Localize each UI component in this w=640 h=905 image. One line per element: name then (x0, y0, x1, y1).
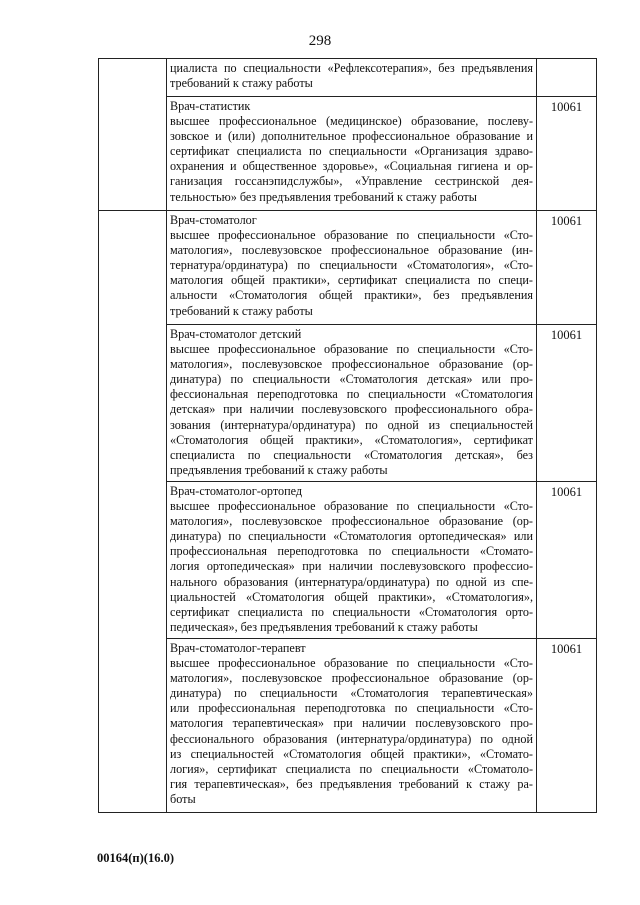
table-row (99, 59, 597, 97)
description-cell (167, 638, 537, 812)
code-value: 10061 (550, 484, 583, 499)
text-line: зования (интернатура/ординатура) по одной из специальностей (170, 417, 533, 432)
text-line: сертификат специалиста по специальности «Стоматология орто- (170, 604, 533, 619)
text-line: специалиста по специальности «Стоматология детская», без (170, 447, 533, 462)
qualification-table (98, 58, 597, 813)
code-cell (537, 59, 597, 97)
text-line: сертификат специалиста по специальности «Организация здраво- (170, 144, 533, 159)
text-line: фессиональная переподготовка по специальности «Стоматология (170, 387, 533, 402)
text-line: ганизация госсанэпидслужбы», «Управление сестринской дея- (170, 174, 533, 189)
text-line: или профессиональная переподготовка по специальности «Сто- (170, 701, 533, 716)
position-title: Врач-статистик (170, 99, 251, 113)
text-line: педическая», без предъявления требований к стажу работы (170, 619, 478, 634)
text-line: логия ортопедическая» при наличии послевузовского профессио- (170, 559, 533, 574)
text-line: логия», сертификат специалиста по специальности «Стоматоло- (170, 761, 533, 776)
table-row (99, 481, 597, 638)
text-line: охранения и общественное здоровье», «Социальная гигиена и ор- (170, 159, 533, 174)
description-cell (167, 59, 537, 97)
code-value: 10061 (550, 100, 583, 114)
description-cell (167, 481, 537, 638)
text-line: профессиональная переподготовка по специальности «Стомато- (170, 544, 533, 559)
text-line: высшее профессиональное образование по специальности «Сто- (170, 656, 533, 671)
position-title: Врач-стоматолог-терапевт (170, 640, 306, 655)
description-cell (167, 325, 537, 482)
position-title: Врач-стоматолог (170, 213, 257, 227)
text-line: циальностей «Стоматология общей практики», «Стоматология», (170, 589, 533, 604)
text-line: требований к стажу работы (170, 76, 313, 91)
text-line: зовское и (или) дополнительное профессиональное образование и (170, 129, 533, 144)
table-row (99, 97, 597, 211)
text-line: матология общей практики», сертификат специалиста по специ- (170, 273, 533, 288)
text-line: высшее профессиональное (медицинское) образование, послеву- (170, 114, 533, 129)
text-line: гия терапевтическая», без предъявления требований к стажу ра- (170, 776, 533, 791)
description-cell (167, 97, 537, 211)
text-line: альности «Стоматология общей практики», без предъявления (170, 288, 533, 303)
page-number: 298 (308, 33, 332, 49)
code-cell (537, 97, 597, 211)
code-cell (537, 638, 597, 812)
description-cell (167, 211, 537, 325)
text-line: циалиста по специальности «Рефлексотерапия», без предъявления (170, 61, 533, 75)
code-cell (537, 481, 597, 638)
code-cell (537, 325, 597, 482)
text-line: динатура) по специальности «Стоматология ортопедическая» или (170, 529, 533, 544)
text-line: нального образования (интернатура/ординатура) по одной из спе- (170, 574, 533, 589)
code-cell (537, 211, 597, 325)
text-line: фессионального образования (интернатура/ординатура) по одной (170, 731, 533, 746)
text-line: тельностью» без предъявления требований к стажу работы (170, 189, 477, 204)
text-line: из специальностей «Стоматология общей практики», «Стомато- (170, 746, 533, 761)
table-row (99, 638, 597, 812)
text-line: матология терапевтическая» при наличии послевузовского про- (170, 716, 533, 731)
text-line: «Стоматология общей практики», «Стоматология», сертификат (170, 432, 533, 447)
text-line: динатура) по специальности «Стоматология терапевтическая» (170, 686, 533, 701)
text-line: матология», послевузовское профессиональное образование (ин- (170, 243, 533, 258)
text-line: высшее профессиональное образование по специальности «Сто- (170, 228, 533, 243)
group-cell (99, 211, 167, 813)
position-title: Врач-стоматолог-ортопед (170, 483, 303, 498)
text-line: предъявления требований к стажу работы (170, 462, 388, 477)
table-row (99, 211, 597, 325)
text-line: детская» при наличии послевузовского профессионального обра- (170, 402, 533, 417)
text-line: высшее профессиональное образование по специальности «Сто- (170, 342, 533, 357)
code-value: 10061 (550, 214, 583, 228)
text-line: высшее профессиональное образование по специальности «Сто- (170, 499, 533, 514)
code-value (537, 59, 596, 62)
table-row (99, 325, 597, 482)
text-line: тернатура/ординатура) по специальности «Стоматология», «Сто- (170, 258, 533, 273)
document-code: 00164(п)(16.0) (97, 851, 174, 865)
text-line: динатура) по специальности «Стоматология детская» или про- (170, 372, 533, 387)
text-line: требований к стажу работы (170, 303, 313, 318)
group-cell (99, 59, 167, 211)
code-value: 10061 (550, 328, 583, 342)
position-title: Врач-стоматолог детский (170, 327, 302, 341)
code-value: 10061 (550, 641, 583, 656)
text-line: матология», послевузовское профессиональное образование (ор- (170, 514, 533, 529)
text-line: матология», послевузовское профессиональное образование (ор- (170, 357, 533, 372)
text-line: матология», послевузовское профессиональное образование (ор- (170, 671, 533, 686)
text-line: боты (170, 791, 196, 806)
